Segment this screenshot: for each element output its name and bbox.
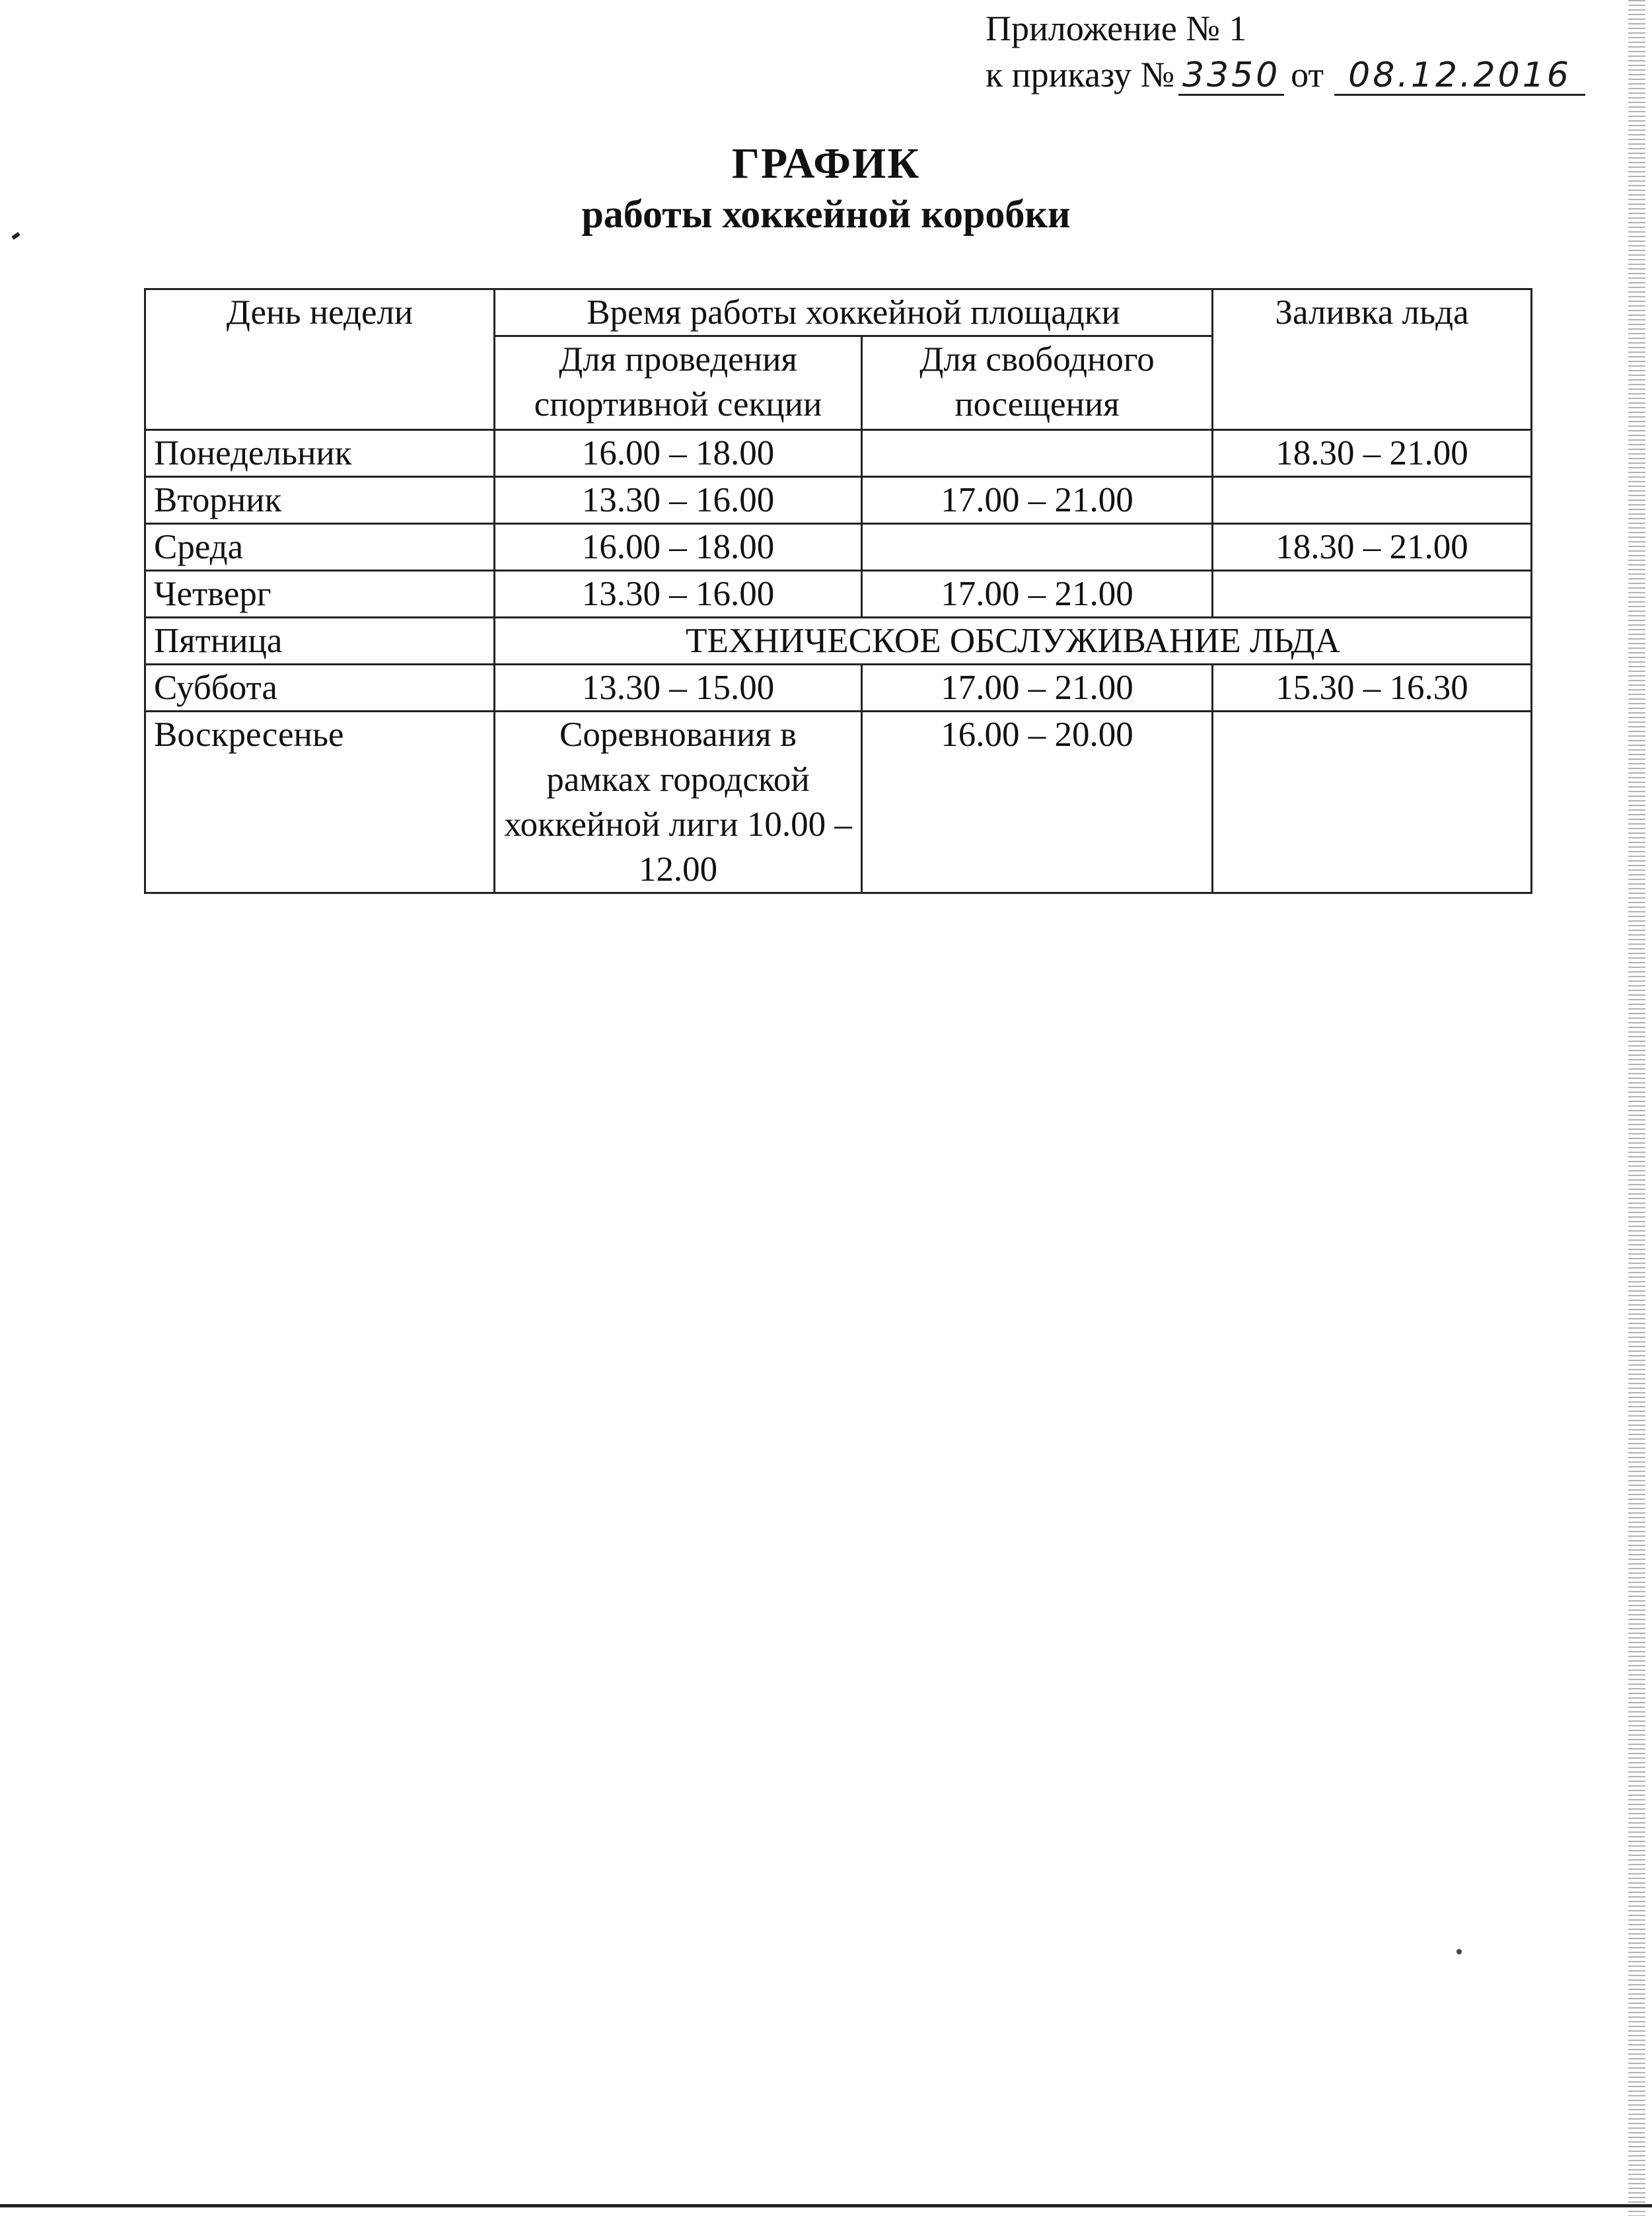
header-section: Для проведения спортивной секции <box>495 336 862 430</box>
header-free-visit: Для свободного посещения <box>862 336 1213 430</box>
ice-fill-cell <box>1213 712 1532 893</box>
document-title: ГРАФИК <box>731 139 921 188</box>
date-prefix: от <box>1291 55 1324 94</box>
schedule-table <box>144 288 1532 894</box>
table-row <box>145 430 1532 477</box>
day-cell: Вторник <box>145 477 495 524</box>
scan-speck <box>1456 1949 1462 1954</box>
free-visit-cell <box>862 430 1213 477</box>
order-date: 08.12.2016 <box>1334 57 1585 96</box>
free-visit-cell: 16.00 – 20.00 <box>862 712 1213 893</box>
section-cell: 16.00 – 18.00 <box>495 524 862 571</box>
table-row <box>145 665 1532 712</box>
day-cell: Четверг <box>145 571 495 618</box>
maintenance-cell: ТЕХНИЧЕСКОЕ ОБСЛУЖИВАНИЕ ЛЬДА <box>495 618 1532 665</box>
annex-block <box>986 5 1585 98</box>
section-cell: 13.30 – 15.00 <box>495 665 862 712</box>
table-row <box>145 524 1532 571</box>
header-ice-fill: Заливка льда <box>1213 289 1532 430</box>
ice-fill-cell <box>1213 477 1532 524</box>
ice-fill-cell: 18.30 – 21.00 <box>1213 430 1532 477</box>
header-work-time: Время работы хоккейной площадки <box>495 289 1213 336</box>
table-row <box>145 477 1532 524</box>
free-visit-cell <box>862 524 1213 571</box>
free-visit-cell: 17.00 – 21.00 <box>862 571 1213 618</box>
section-cell: 13.30 – 16.00 <box>495 571 862 618</box>
document-subtitle: работы хоккейной коробки <box>581 192 1071 236</box>
annex-label: Приложение № 1 <box>986 9 1247 48</box>
ice-fill-cell: 15.30 – 16.30 <box>1213 665 1532 712</box>
day-cell: Пятница <box>145 618 495 665</box>
order-reference <box>986 52 1585 98</box>
scan-bottom-edge <box>0 2204 1652 2207</box>
day-cell: Среда <box>145 524 495 571</box>
ice-fill-cell: 18.30 – 21.00 <box>1213 524 1532 571</box>
section-cell: 16.00 – 18.00 <box>495 430 862 477</box>
day-cell: Воскресенье <box>145 712 495 893</box>
order-number: 3350 <box>1178 57 1284 96</box>
day-cell: Суббота <box>145 665 495 712</box>
day-cell: Понедельник <box>145 430 495 477</box>
scan-edge-artifact <box>1628 0 1645 2216</box>
header-row <box>145 289 1532 336</box>
section-cell: Соревнования в рамках городской хоккейной лиги 10.00 – 12.00 <box>495 712 862 893</box>
ice-fill-cell <box>1213 571 1532 618</box>
free-visit-cell: 17.00 – 21.00 <box>862 477 1213 524</box>
table-row <box>145 618 1532 665</box>
order-prefix: к приказу № <box>986 55 1175 94</box>
table-row <box>145 571 1532 618</box>
table-row <box>145 712 1532 893</box>
header-day: День недели <box>145 289 495 430</box>
free-visit-cell: 17.00 – 21.00 <box>862 665 1213 712</box>
section-cell: 13.30 – 16.00 <box>495 477 862 524</box>
